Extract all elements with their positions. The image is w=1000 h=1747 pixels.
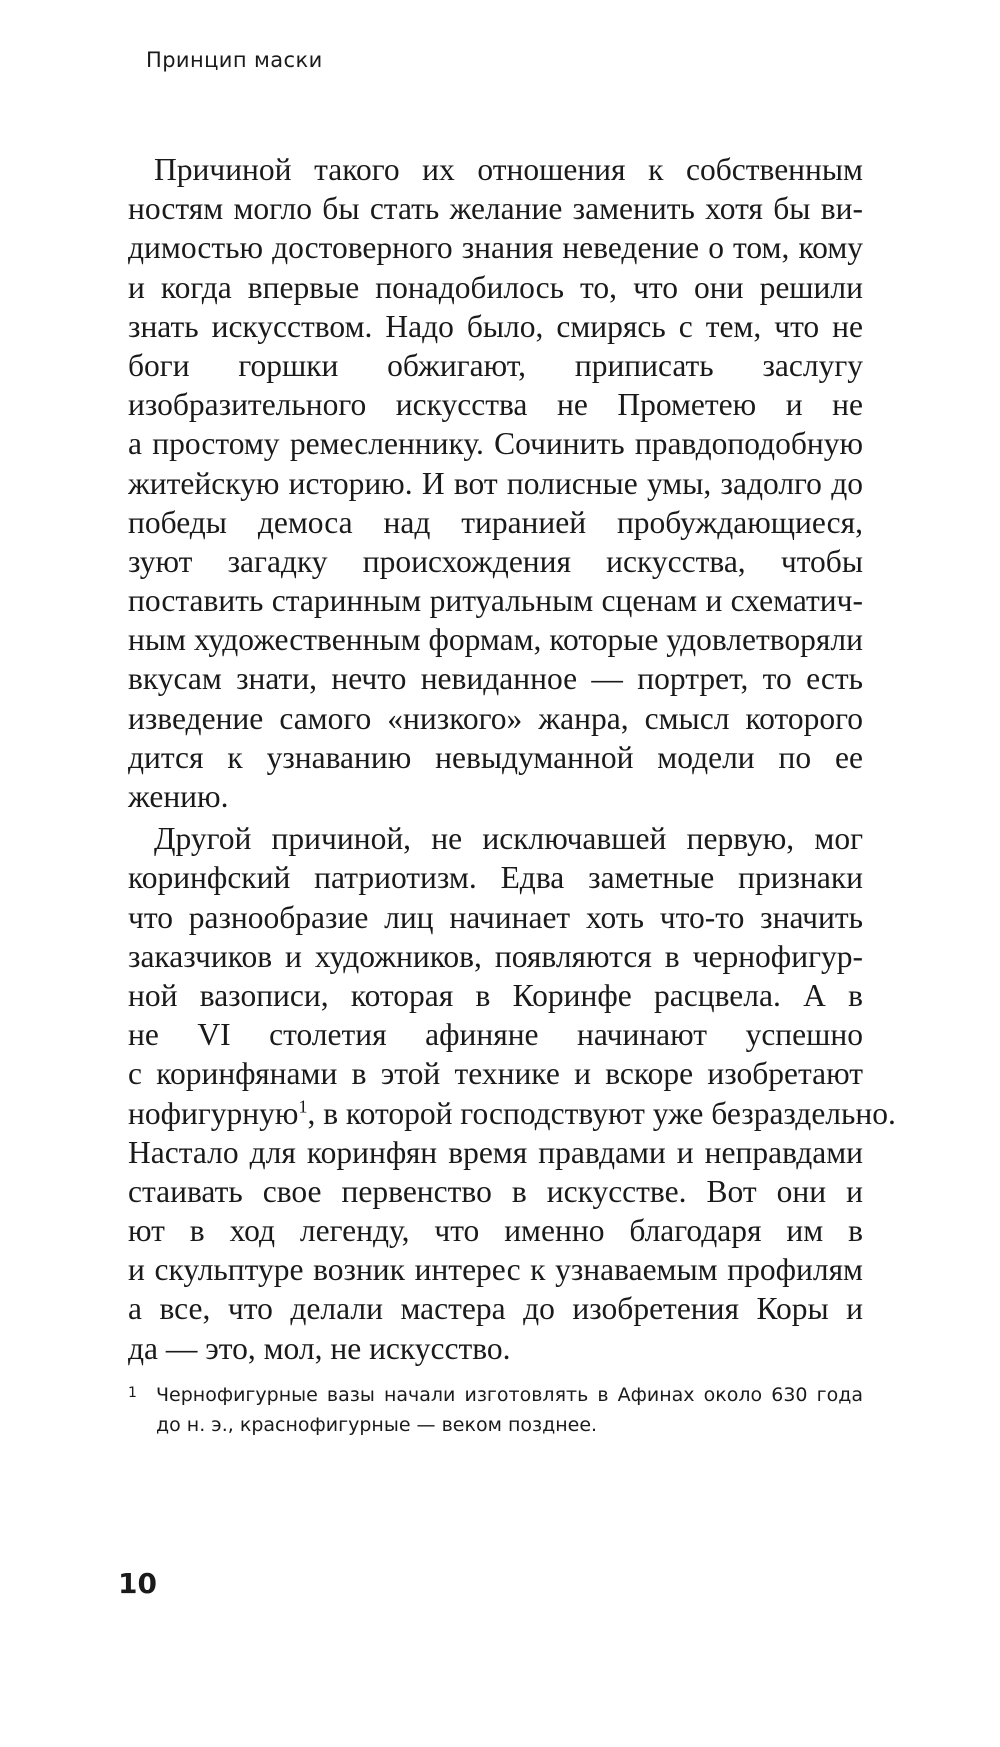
text-line-with-footnote (128, 1094, 896, 1133)
footnote-line: до н. э., краснофигурные — веком позднее. (156, 1414, 598, 1436)
text-line: да — это, мол, не искусство. (128, 1330, 511, 1366)
text-line: а все, что делали мастера до изобретения Коры и (128, 1291, 863, 1327)
text-line: ным художественным формам, которые удовлетворяли (128, 622, 863, 658)
text-line: и когда впервые понадобилось то, что они решили (128, 269, 863, 305)
text-fragment: нофигурную (128, 1095, 299, 1131)
main-text (128, 150, 896, 1368)
text-line: коринфский патриотизм. Едва заметные признаки (128, 860, 863, 896)
running-head: Принцип маски (146, 48, 323, 72)
text-line: заказчиков и художников, появляются в чернофигур- (128, 938, 863, 974)
text-line: с коринфянами в этой технике и вскоре изобретают (128, 1056, 863, 1092)
text-line: знать искусством. Надо было, смирясь с тем, что не (128, 308, 863, 344)
text-line: что разнообразие лиц начинает хоть что-то значить (128, 899, 863, 935)
text-line: житейскую историю. И вот полисные умы, задолго до (128, 465, 863, 501)
text-line: ной вазописи, которая в Коринфе расцвела. А в (128, 977, 863, 1013)
text-line: ностям могло бы стать желание заменить хотя бы ви- (128, 191, 863, 227)
text-line: Настало для коринфян время правдами и неправдами (128, 1134, 863, 1170)
text-fragment: , в которой господствуют уже безраздельно. (307, 1095, 896, 1131)
text-line: Другой причиной, не исключавшей первую, мог (154, 821, 863, 857)
footnote-marker: 1 (128, 1385, 137, 1401)
text-line: Причиной такого их отношения к собственным (154, 152, 863, 187)
text-line: и скульптуре возник интерес к узнаваемым профилям (128, 1252, 863, 1288)
text-line: ют в ход легенду, что именно благодаря им в (128, 1213, 863, 1249)
footnote (128, 1380, 863, 1440)
text-line: зуют загадку происхождения искусства, чтобы (128, 543, 863, 579)
footnote-text (156, 1380, 863, 1440)
footnote-line: Чернофигурные вазы начали изготовлять в Афинах около 630 года (156, 1384, 863, 1406)
text-line: вкусам знати, нечто невиданное — портрет, то есть (128, 661, 863, 697)
footnote-reference[interactable]: 1 (298, 1096, 308, 1116)
text-line: боги горшки обжигают, приписать заслугу (128, 347, 863, 383)
page-number: 10 (118, 1567, 157, 1600)
text-line: не VI столетия афиняне начинают успешно (128, 1017, 863, 1053)
text-line: стаивать свое первенство в искусстве. Вот они и (128, 1173, 863, 1209)
text-line: дится к узнаванию невыдуманной модели по ее (128, 739, 863, 775)
text-line: поставить старинным ритуальным сценам и схематич- (128, 583, 863, 619)
text-line: изведение самого «низкого» жанра, смысл которого (128, 700, 863, 736)
text-line: димостью достоверного знания неведение о том, кому (128, 230, 863, 266)
text-line: а простому ремесленнику. Сочинить правдоподобную (128, 426, 863, 462)
text-line: жению. (128, 779, 229, 814)
text-line: победы демоса над тиранией пробуждающиеся, (128, 504, 863, 540)
text-line: изобразительного искусства не Прометею и не (128, 387, 863, 423)
